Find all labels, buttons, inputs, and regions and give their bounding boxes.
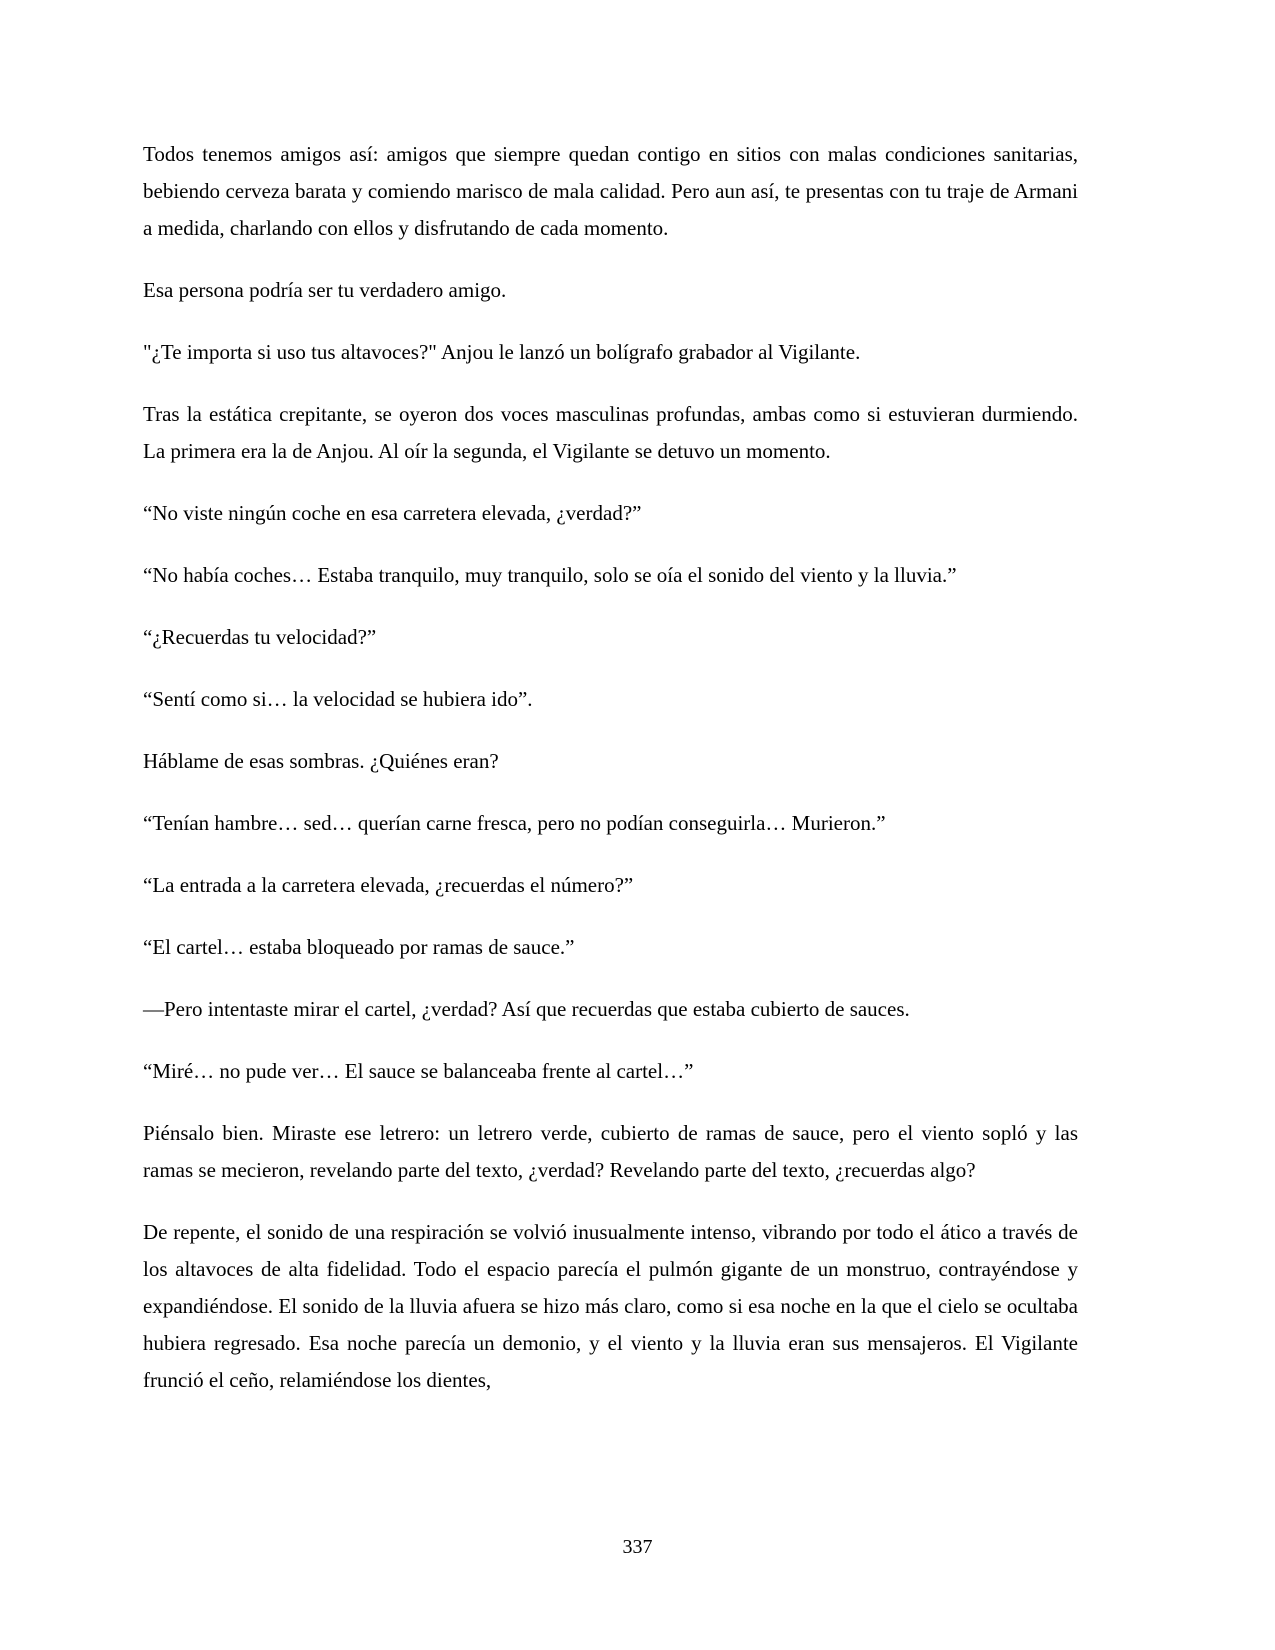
page-number: 337 (622, 1536, 653, 1558)
page-body-text (143, 136, 1078, 1424)
paragraph: “No había coches… Estaba tranquilo, muy tranquilo, solo se oía el sonido del viento y la lluvia.” (143, 563, 957, 587)
paragraph: “Miré… no pude ver… El sauce se balanceaba frente al cartel…” (143, 1059, 694, 1083)
paragraph: “No viste ningún coche en esa carretera elevada, ¿verdad?” (143, 501, 642, 525)
paragraph: “Tenían hambre… sed… querían carne fresca, pero no podían conseguirla… Murieron.” (143, 811, 886, 835)
paragraph: Piénsalo bien. Miraste ese letrero: un letrero verde, cubierto de ramas de sauce, pero el viento sopló y las ramas se mecieron, revelando parte del texto, ¿verdad? Revelando parte del texto, ¿recuerdas algo? (143, 1121, 1078, 1182)
paragraph: Todos tenemos amigos así: amigos que siempre quedan contigo en sitios con malas condiciones sanitarias, bebiendo cerveza barata y comiendo marisco de mala calidad. Pero aun así, te presentas con tu traje de Armani a medida, charlando con ellos y disfrutando de cada momento. (143, 142, 1078, 240)
paragraph: Esa persona podría ser tu verdadero amigo. (143, 278, 507, 302)
paragraph: De repente, el sonido de una respiración se volvió inusualmente intenso, vibrando por todo el ático a través de los altavoces de alta fidelidad. Todo el espacio parecía el pulmón gigante de un monstruo, contrayéndose y expandiéndose. El sonido de la lluvia afuera se hizo más claro, como si esa noche en la que el cielo se ocultaba hubiera regresado. Esa noche parecía un demonio, y el viento y la lluvia eran sus mensajeros. El Vigilante frunció el ceño, relamiéndose los dientes, (143, 1220, 1078, 1392)
paragraph: “La entrada a la carretera elevada, ¿recuerdas el número?” (143, 873, 634, 897)
paragraph: —Pero intentaste mirar el cartel, ¿verdad? Así que recuerdas que estaba cubierto de sauces. (143, 997, 910, 1021)
paragraph: “El cartel… estaba bloqueado por ramas de sauce.” (143, 935, 575, 959)
paragraph: Tras la estática crepitante, se oyeron dos voces masculinas profundas, ambas como si estuvieran durmiendo. La primera era la de Anjou. Al oír la segunda, el Vigilante se detuvo un momento. (143, 402, 1078, 463)
paragraph: Háblame de esas sombras. ¿Quiénes eran? (143, 749, 499, 773)
paragraph: "¿Te importa si uso tus altavoces?" Anjou le lanzó un bolígrafo grabador al Vigilante. (143, 340, 861, 364)
paragraph: “¿Recuerdas tu velocidad?” (143, 625, 377, 649)
paragraph: “Sentí como si… la velocidad se hubiera ido”. (143, 687, 533, 711)
